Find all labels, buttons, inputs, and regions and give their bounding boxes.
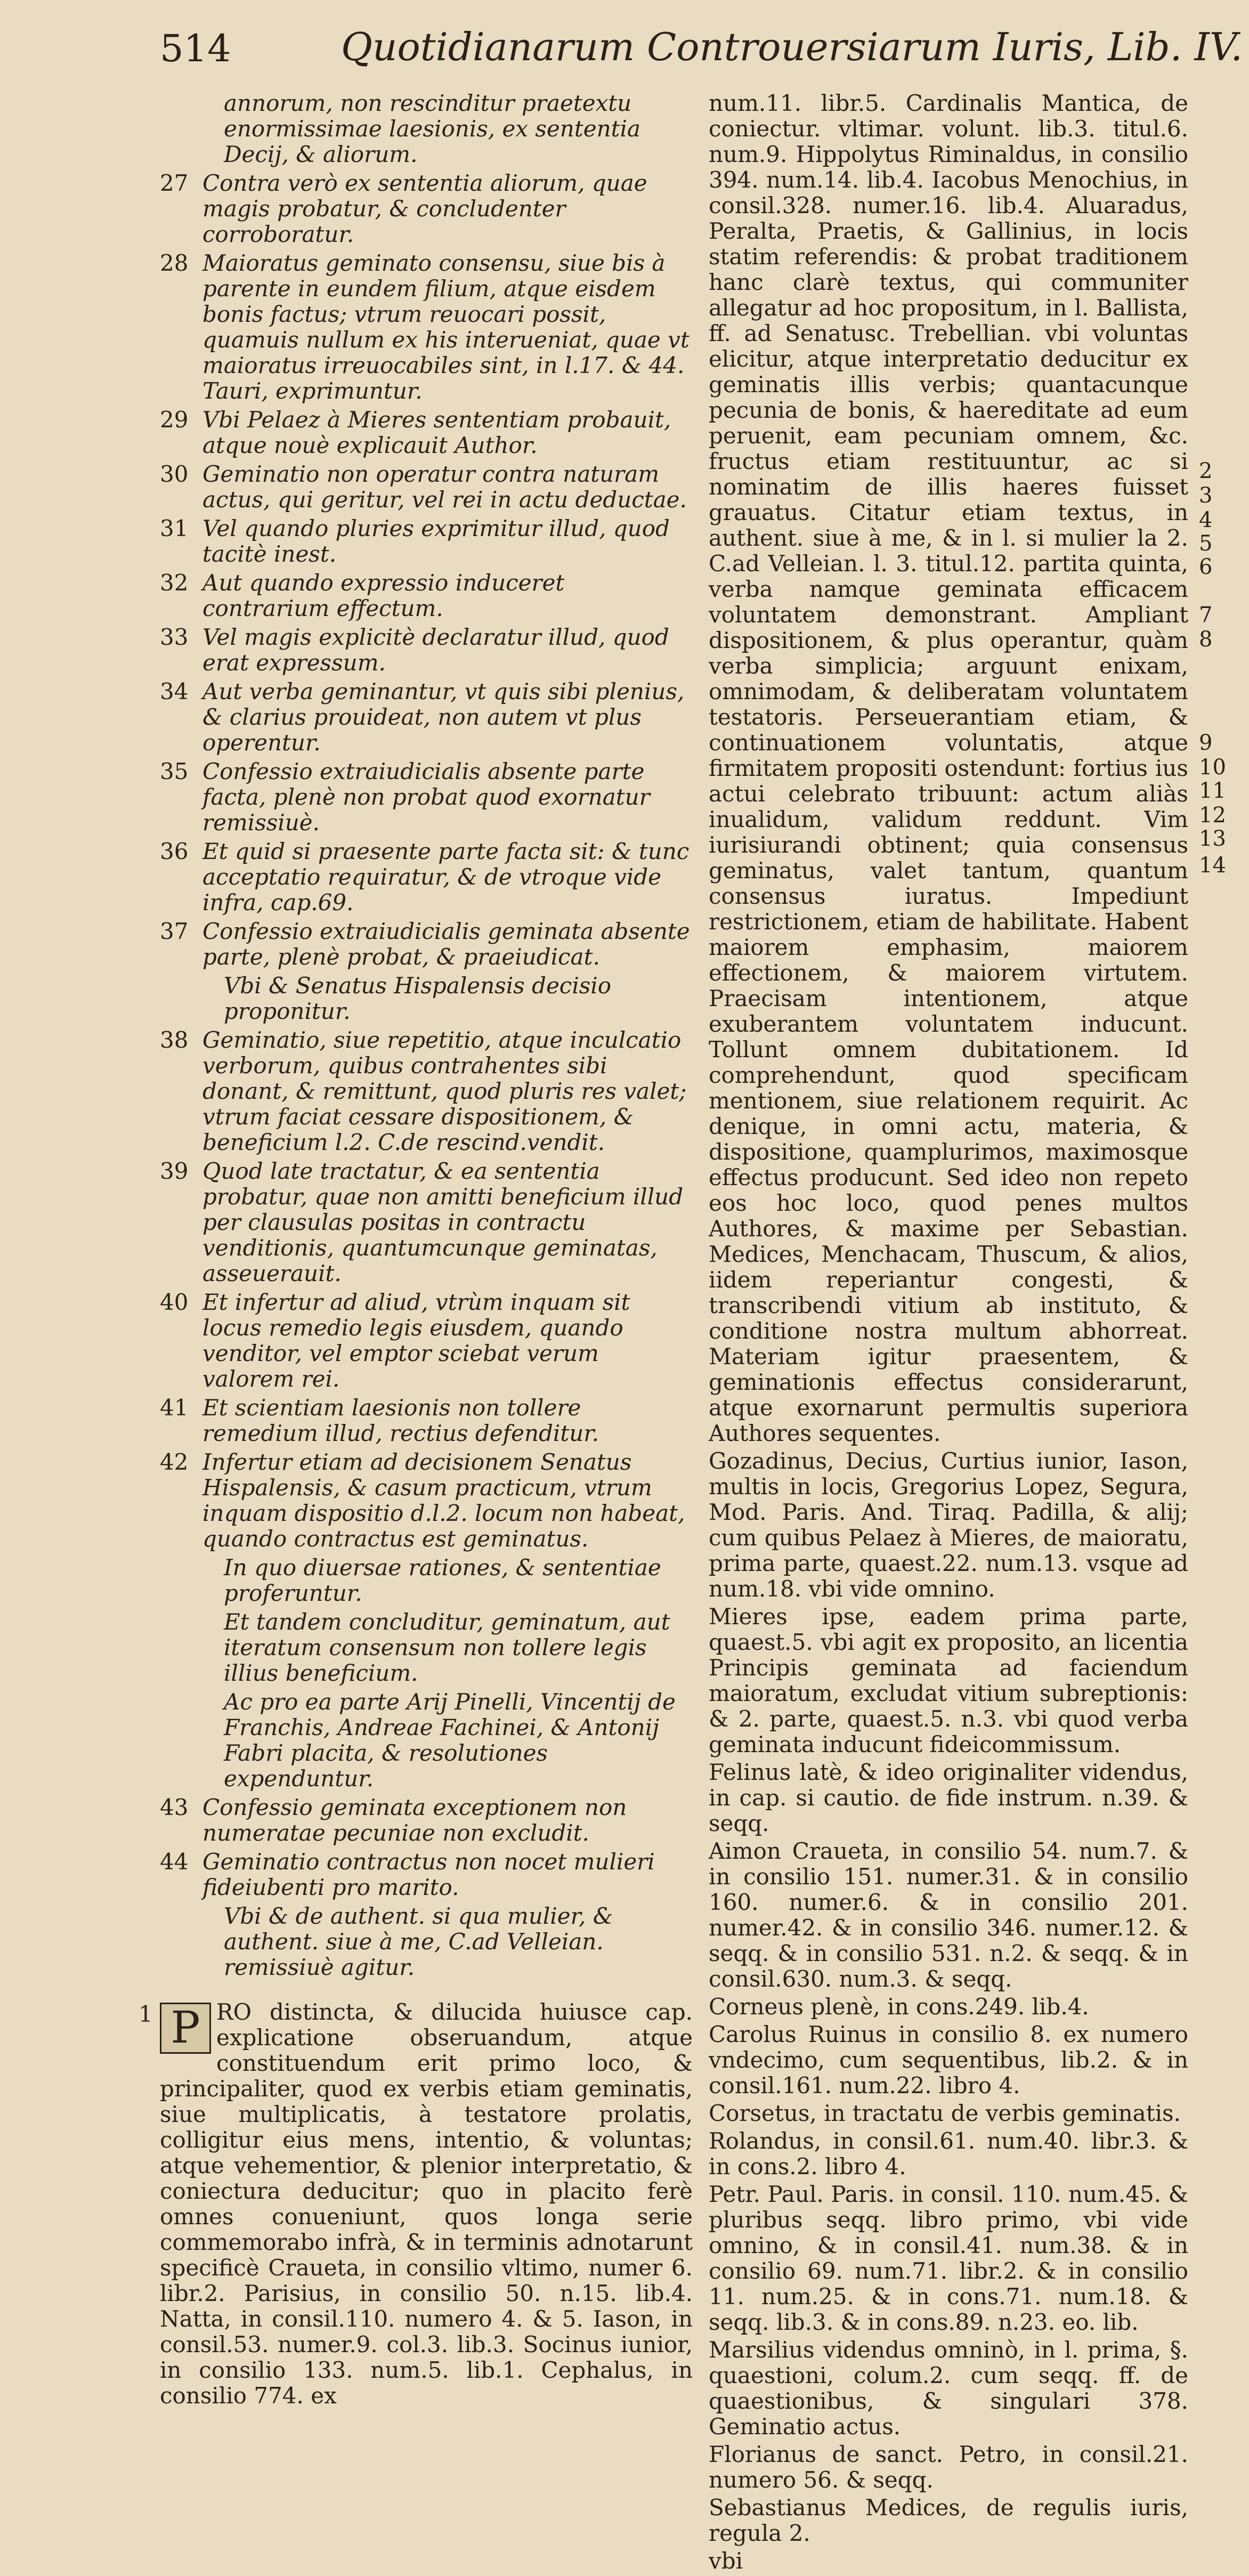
margin-number: 13 [1199,827,1226,851]
summary-number: 38 [160,1027,189,1053]
summary-number: 37 [160,918,189,944]
summary-text: Confessio extraiudicialis geminata absente parte, plenè probat, & praeiudicat. [202,918,690,970]
summary-item [160,461,693,513]
summary-number: 33 [160,624,189,650]
summary-text: Ac pro ea parte Arij Pinelli, Vincentij de Franchis, Andreae Fachinei, & Antonij Fabri placita, & resolutiones expenduntur. [224,1689,676,1792]
summary-item [160,973,693,1024]
summary-text: Et tandem concluditur, geminatum, aut iteratum consensum non tollere legis illius beneficium. [224,1609,670,1686]
body-paragraph: Petr. Paul. Paris. in consil. 110. num.45. & pluribus seqq. libro primo, vbi vide omnino, & in consil.41. num.38. & in consilio 69. num.71. libr.2. & in consilio 11. num.25. & in cons.71. num.18. & seqq. lib.3. & in cons.89. n.23. eo. lib. [709,2181,1188,2335]
summary-item [160,1449,693,1552]
summary-item [160,1849,693,1900]
margin-number: 4 [1199,508,1213,532]
page-number: 514 [160,27,231,70]
summary-text: Vel magis explicitè declaratur illud, quod erat expressum. [202,624,669,676]
body-paragraph: vbi [709,2548,743,2574]
body-paragraph: num.11. libr.5. Cardinalis Mantica, de coniectur. vltimar. volunt. lib.3. titul.6. num.9. Hippolytus Riminaldus, in consilio 394. num.14. lib.4. Iacobus Menochius, in consil.328. numer.16. lib.4. Aluaradus, Peralta, Praetis, & Gallinius, in locis statim referendis: & probat traditionem hanc clarè textus, qui communiter allegatur ad hoc propositum, in l. Ballista, ff. ad Senatusc. Trebellian. vbi voluntas elicitur, atque interpretatio deducitur ex geminatis illis verbis; quantacunque pecunia de bonis, & haereditate ad eum peruenit, eam pecuniam omnem, &c. fructus etiam restituuntur, ac si nominatim de illis haeres fuisset grauatus. Citatur etiam textus, in authent. siue à me, & in l. si mulier la 2. C.ad Velleian. l. 3. titul.12. partita quinta, verba namque geminata efficacem voluntatem demonstrant. Ampliant dispositionem, & plus operantur, quàm verba simplicia; arguunt enixam, omnimodam, & deliberatam voluntatem testatoris. Perseuerantiam etiam, & continuationem voluntatis, atque firmitatem propositi ostendunt: fortius ius actui celebrato tribuunt: actum aliàs inualidum, validum reddunt. Vim iurisiurandi obtinent; quia consensus geminatus, valet tantum, quantum consensus iuratus. Impediunt restrictionem, etiam de habilitate. Habent maiorem emphasim, maiorem effectionem, & maiorem virtutem. Praecisam intentionem, atque exuberantem voluntatem inducunt. Tollunt omnem dubitationem. Id comprehendunt, quod specificam mentionem, siue relationem requirit. Ac denique, in omni actu, materia, & dispositione, quamplurimos, maximosque effectus producunt. Sed ideo non repeto eos hoc loco, quod penes multos Authores, & maxime per Sebastian. Medices, Menchacam, Thuscum, & alios, iidem reperiantur congesti, & transcribendi vitium ab instituto, & conditione nostra multum abhorreat. Materiam igitur praesentem, & geminationis effectus considerarunt, atque exornarunt permultis superiora Authores sequentes. [709,90,1188,1446]
page-header [160,16,1243,85]
body-paragraph: Carolus Ruinus in consilio 8. ex numero vndecimo, cum sequentibus, lib.2. & in consil.161. num.22. libro 4. [709,2021,1188,2099]
summary-number: 39 [160,1158,189,1184]
summary-text: Geminatio, siue repetitio, atque inculcatio verborum, quibus contrahentes sibi donant, & remittunt, quod pluris res valet; vtrum faciat cessare dispositionem, & beneficium l.2. C.de rescind.vendit. [202,1027,687,1155]
summary-item [160,839,693,916]
body-paragraph: Rolandus, in consil.61. num.40. libr.3. & in cons.2. libro 4. [709,2128,1188,2180]
summary-number: 27 [160,170,189,196]
margin-number: 7 [1199,603,1213,627]
summary-item [160,171,693,247]
margin-number: 6 [1199,555,1213,579]
summary-item [160,1027,693,1155]
summary-text: Et infertur ad aliud, vtrùm inquam sit locus remedio legis eiusdem, quando venditor, vel emptor sciebat verum valorem rei. [202,1289,630,1392]
summary-number: 43 [160,1794,189,1820]
summary-text: annorum, non rescinditur praetextu enormissimae laesionis, ex sententia Decij, & aliorum. [224,90,640,167]
margin-number: 10 [1199,755,1226,780]
summary-text: Maioratus geminato consensu, siue bis à parente in eundem filium, atque eisdem bonis factus; vtrum reuocari possit, quamuis nullum ex his interueniat, quae vt maioratus irreuocabiles sint, in l.17. & 44. Tauri, exprimuntur. [202,250,690,404]
body-paragraph: Sebastianus Medices, de regulis iuris, regula 2. [709,2494,1188,2546]
body-paragraph: Aimon Craueta, in consilio 54. num.7. & in consilio 151. numer.31. & in consilio 160. numer.6. & in consilio 201. numer.42. & in consilio 346. numer.12. & seqq. & in consilio 531. n.2. & seqq. & in consil.630. num.3. & seqq. [709,1838,1188,1992]
summary-text: Et scientiam laesionis non tollere remedium illud, rectius defenditur. [202,1395,599,1446]
intro-paragraph [139,1999,693,2409]
summary-item [160,407,693,458]
body-paragraph: Corneus plenè, in cons.249. lib.4. [709,1994,1089,2020]
summary-item [160,1290,693,1392]
summary-item [160,919,693,970]
summary-text: Geminatio non operatur contra naturam actus, qui geritur, vel rei in actu deductae. [202,461,687,513]
summary-number: 36 [160,838,189,864]
summary-item [160,759,693,836]
summary-text: Infertur etiam ad decisionem Senatus Hispalensis, & casum practicum, vtrum inquam dispositio d.l.2. locum non habeat, quando contractus est geminatus. [202,1449,685,1552]
summary-number: 42 [160,1449,189,1475]
paragraph-marker: 1 [139,2001,153,2027]
summary-text: Quod late tractatur, & ea sententia probatur, quae non amitti beneficium illud per clausulas positas in contractu venditionis, quantumcunque geminatas, asseuerauit. [202,1158,684,1286]
summary-text: Et quid si praesente parte facta sit: & tunc acceptatio requiratur, & de vtroque vide infra, cap.69. [202,838,690,916]
summary-text: Geminatio contractus non nocet mulieri fideiubenti pro marito. [202,1849,655,1900]
summary-item [160,1609,693,1686]
summary-text: In quo diuersae rationes, & sententiae proferuntur. [224,1554,661,1606]
body-paragraph: Gozadinus, Decius, Curtius iunior, Iason, multis in locis, Gregorius Lopez, Segura, Mod. Paris. And. Tiraq. Padilla, & alij; cum quibus Pelaez à Mieres, de maioratu, prima parte, quaest.22. num.13. vsque ad num.18. vbi vide omnino. [709,1448,1188,1602]
summary-item [160,679,693,756]
left-column [139,90,693,2409]
summary-number: 40 [160,1289,189,1315]
summary-text: Vel quando pluries exprimitur illud, quod tacitè inest. [202,515,670,567]
running-title: Quotidianarum Controuersiarum Iuris, Lib. IV. [341,25,1243,69]
summary-number: 32 [160,570,189,596]
dropcap-initial: P [160,2003,211,2054]
margin-number: 5 [1199,531,1213,556]
margin-number: 11 [1199,779,1226,803]
intro-text: RO distincta, & dilucida huiusce cap. explicatione obseruandum, atque constituendum erit primo loco, & principaliter, quod ex verbis etiam geminatis, siue multiplicatis, à testatore prolatis, colligitur eius mens, intentio, & voluntas; atque vehementior, & plenior interpretatio, & coniectura deducitur; quo in placito ferè omnes conueniunt, quos longa serie commemorabo infrà, & in terminis adnotarunt specificè Craueta, in consilio vltimo, numer 6. libr.2. Parisius, in consilio 50. n.15. lib.4. Natta, in consil.110. numero 4. & 5. Iason, in consil.53. numer.9. col.3. lib.3. Socinus iunior, in consilio 133. num.5. lib.1. Cephalus, in consilio 774. ex [160,1999,693,2409]
summary-item [160,516,693,567]
summary-text: Confessio extraiudicialis absente parte facta, plenè non probat quod exornatur remissiuè. [202,758,650,836]
summary-item [160,570,693,621]
body-paragraph: Mieres ipse, eadem prima parte, quaest.5. vbi agit ex proposito, an licentia Principis geminata ad faciendum maioratum, excludat vitium subreptionis: & 2. parte, quaest.5. n.3. vbi quod verba geminata inducunt fideicommissum. [709,1603,1188,1757]
body-paragraph: Florianus de sanct. Petro, in consil.21. numero 56. & seqq. [709,2441,1188,2493]
summary-text: Vbi & Senatus Hispalensis decisio proponitur. [224,973,612,1024]
summary-number: 35 [160,758,189,784]
summary-item [160,250,693,404]
summary-number: 44 [160,1849,189,1875]
body-paragraph: Marsilius videndus omninò, in l. prima, §. quaestioni, colum.2. cum seqq. ff. de quaestionibus, & singulari 378. Geminatio actus. [709,2337,1188,2440]
summary-number: 28 [160,250,189,276]
summary-number: 34 [160,678,189,704]
margin-number: 8 [1199,627,1213,652]
summary-number: 30 [160,461,189,487]
summary-item [160,91,693,167]
summary-item [160,1689,693,1792]
summary-item [160,1159,693,1286]
margin-number: 2 [1199,459,1213,483]
summary-text: Contra verò ex sententia aliorum, quae magis probatur, & concludenter corroboratur. [202,170,647,247]
margin-number: 14 [1199,853,1226,878]
margin-number: 12 [1199,803,1226,828]
summary-number: 29 [160,407,189,433]
body-paragraph: Corsetus, in tractatu de verbis geminatis. [709,2100,1181,2126]
summary-text: Vbi Pelaez à Mieres sententiam probauit, atque nouè explicauit Author. [202,407,671,458]
summary-text: Aut quando expressio induceret contrarium effectum. [202,570,565,621]
summary-text: Confessio geminata exceptionem non numeratae pecuniae non excludit. [202,1794,627,1846]
summary-text: Vbi & de authent. si qua mulier, & authent. siue à me, C.ad Velleian. remissiuè agitur. [224,1903,613,1980]
summary-item [160,1555,693,1606]
summary-number: 31 [160,515,189,541]
summary-list [160,91,693,1980]
summary-item [160,1903,693,1980]
summary-item [160,625,693,676]
summary-item [160,1395,693,1446]
margin-number: 3 [1199,483,1213,508]
right-column [709,91,1188,2576]
summary-item [160,1795,693,1846]
body-paragraph: Felinus latè, & ideo originaliter videndus, in cap. si cautio. de fide instrum. n.39. & seqq. [709,1759,1188,1836]
summary-number: 41 [160,1395,189,1421]
margin-number: 9 [1199,731,1213,755]
summary-text: Aut verba geminantur, vt quis sibi plenius, & clarius prouideat, non autem vt plus operentur. [202,678,685,756]
